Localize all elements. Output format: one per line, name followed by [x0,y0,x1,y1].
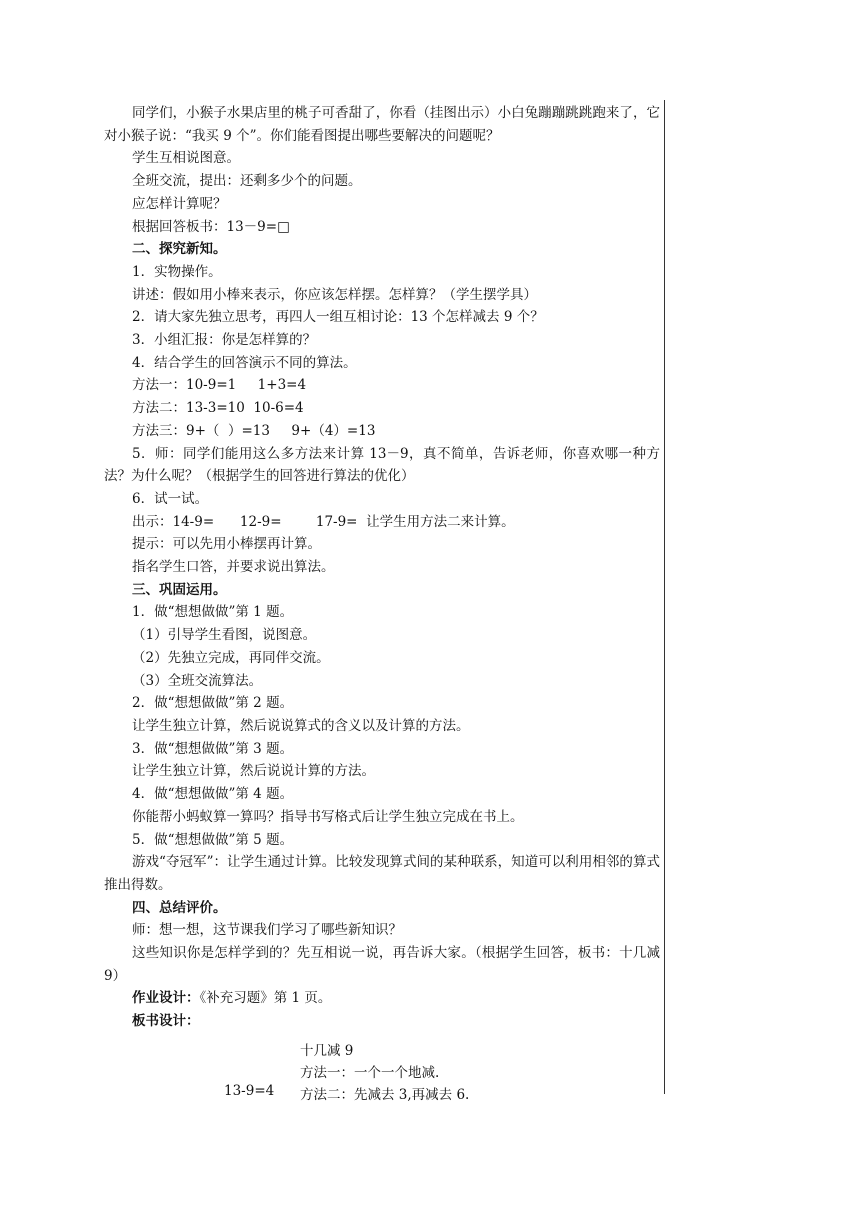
paragraph: 1．做“想想做做”第 1 题。 [132,604,294,621]
paragraph: 出示：14-9= 12-9= 17-9= 让学生用方法二来计算。 [132,513,515,530]
paragraph: 6．试一试。 [132,490,209,507]
paragraph: 全班交流，提出：还剩多少个的问题。 [132,173,362,190]
board-design-label: 板书设计： [132,1013,200,1030]
board-method-two: 方法二：先减去 3,再减去 6. [300,1086,470,1103]
paragraph: 师：想一想，这节课我们学习了哪些新知识？ [132,922,402,939]
paragraph: 5．师：同学们能用这么多方法来计算 13－9，真不简单，告诉老师，你喜欢哪一种方法？为什么呢？（根据学生的回答进行算法的优化） [104,445,660,485]
board-design [104,1037,660,1109]
paragraph: 1．实物操作。 [132,263,222,280]
paragraph: 讲述：假如用小棒来表示，你应该怎样摆。怎样算？（学生摆学具） [132,286,537,303]
paragraph: （2）先独立完成，再同伴交流。 [132,649,330,666]
homework-label: 作业设计： [132,990,200,1007]
paragraph: 3．做“想想做做”第 3 题。 [132,740,294,757]
paragraph: 根据回答板书：13－9=□ [132,218,290,235]
paragraph: 2．请大家先独立思考，再四人一组互相讨论：13 个怎样减去 9 个？ [132,309,544,326]
paragraph: 应怎样计算呢？ [132,195,227,212]
board-title: 十几减 9 [300,1042,354,1059]
paragraph: 指名学生口答，并要求说出算法。 [132,559,335,576]
homework-line [104,987,660,1010]
paragraph: 游戏“夺冠军”：让学生通过计算。比较发现算式间的某种联系，知道可以利用相邻的算式推出得数。 [104,854,660,893]
paragraph: 让学生独立计算，然后说说算式的含义以及计算的方法。 [132,717,470,734]
paragraph: 5．做“想想做做”第 5 题。 [132,831,294,848]
paragraph: 让学生独立计算，然后说说计算的方法。 [132,763,375,780]
paragraph: 2．做“想想做做”第 2 题。 [132,695,294,712]
paragraph: 学生互相说图意。 [132,150,240,167]
paragraph: （1）引导学生看图，说图意。 [132,627,317,644]
paragraph: 提示：可以先用小棒摆再计算。 [132,536,321,553]
section-heading: 三、巩固运用。 [132,581,227,598]
paragraph: （3）全班交流算法。 [132,672,263,689]
paragraph: 3．小组汇报：你是怎样算的？ [132,332,317,349]
lesson-content [104,102,660,1109]
method-line: 方法一：10-9=1 1+3=4 [132,377,307,394]
paragraph: 这些知识你是怎样学到的？先互相说一说，再告诉大家。（根据学生回答，板书：十几减 9） [104,945,660,984]
paragraph: 4．做“想想做做”第 4 题。 [132,786,294,803]
method-line: 方法三：9+（ ）=13 9+（4）=13 [132,422,376,439]
section-heading: 二、探究新知。 [132,241,227,258]
board-equation: 13-9=4 [224,1082,275,1099]
paragraph: 你能帮小蚂蚁算一算吗？指导书写格式后让学生独立完成在书上。 [132,808,524,825]
table-border-right [664,100,665,1094]
homework-text: 《补充习题》第 1 页。 [199,990,332,1007]
section-heading: 四、总结评价。 [132,899,227,916]
method-line: 方法二：13-3=10 10-6=4 [132,400,304,417]
paragraph: 4．结合学生的回答演示不同的算法。 [132,354,357,371]
board-method-one: 方法一：一个一个地减. [300,1064,440,1081]
intro-paragraph: 同学们，小猴子水果店里的桃子可香甜了，你看（挂图出示）小白兔蹦蹦跳跳跑来了，它对小猴子说：“我买 9 个”。你们能看图提出哪些要解决的问题呢？ [104,105,660,144]
